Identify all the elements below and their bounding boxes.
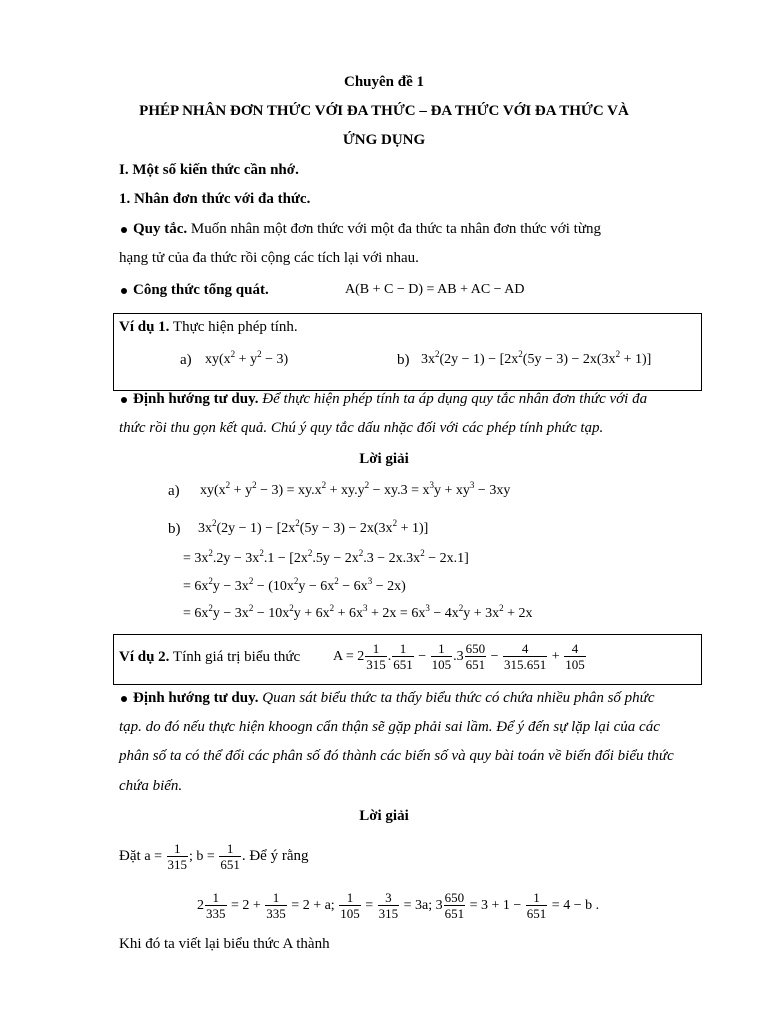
example-1b-expression: $3x^2(2y - 1) - [2x^2(5y - 3) - 2x(3x^2 + 1)]$ bbox=[421, 349, 652, 367]
hint-1-paragraph-cont: thức rồi thu gọn kết quả. Chú ý quy tắc dấu nhặc đối với các phép tính phức tạp. bbox=[119, 420, 604, 436]
solution-1b-step-1: $3x^2(2y - 1) - [2x^2(5y - 3) - 2x(3x^2 + 1)]$ bbox=[198, 518, 429, 536]
hint-2-paragraph: Định hướng tư duy. Quan sát biểu thức ta thấy biểu thức có chứa nhiều phân số phức bbox=[121, 688, 655, 708]
substitution-line: Đặt a = $\frac{1}{315}$ ; b = $\frac{1}{651}$ . Để ý rằng bbox=[119, 841, 309, 873]
example-1a-label: a) bbox=[180, 352, 192, 368]
formula-line: Công thức tổng quát. bbox=[121, 280, 269, 300]
bullet-icon bbox=[121, 696, 127, 702]
example-2-header: Ví dụ 2. Tính giá trị biểu thức bbox=[119, 649, 301, 665]
example-2-expression: A = 2 $\frac{1}{315}$ . $\frac{1}{651}$ − $\frac{1}{105}$ .3 $\frac{650}{651}$ − $\frac{4}{315.651}$ + $\frac{4}{105}$ bbox=[333, 641, 585, 673]
example-1b-label: b) bbox=[397, 352, 410, 368]
title-line-2: ỨNG DỤNG bbox=[342, 132, 426, 148]
solution-1b-step-3: = $6x^2y - 3x^2 - (10x^2y - 6x^2 - 6x^3 - 2x)$ bbox=[183, 576, 406, 594]
rule-paragraph-cont: hạng tử của đa thức rồi cộng các tích lại với nhau. bbox=[119, 250, 419, 266]
solution-1b-step-4: = $6x^2y - 3x^2 - 10x^2y + 6x^2 + 6x^3 + 2x = 6x^3 - 4x^2y + 3x^2 + 2x$ bbox=[183, 603, 533, 621]
example-1a-expression: $xy(x^2 + y^2 - 3)$ bbox=[205, 349, 289, 367]
solution-1b-step-2: = $3x^2.2y - 3x^2.1 - [2x^2.5y - 2x^2.3 - 2x.3x^2 - 2x.1]$ bbox=[183, 548, 469, 566]
chapter-heading: Chuyên đề 1 bbox=[343, 74, 425, 90]
example-1-header: Ví dụ 1. Thực hiện phép tính. bbox=[119, 319, 298, 335]
solution-1a-expression: $xy(x^2 + y^2 - 3) = xy.x^2 + xy.y^2 - xy.3 = x^3y + xy^3 - 3xy$ bbox=[200, 480, 511, 498]
subsection-heading: 1. Nhân đơn thức với đa thức. bbox=[119, 191, 311, 207]
title-line-1: PHÉP NHÂN ĐƠN THỨC VỚI ĐA THỨC – ĐA THỨC VỚI ĐA THỨC VÀ bbox=[139, 103, 629, 119]
hint-2-paragraph-cont-2: phân số ta có thể đổi các phân số đó thành các biến số và quy bài toán về biến đổi biểu thức bbox=[119, 748, 674, 764]
hint-2-paragraph-cont-1: tạp. do đó nếu thực hiện khoogn cẩn thận sẽ gặp phải sai lầm. Để ý đến sự lặp lại của các bbox=[119, 719, 660, 735]
section-heading: I. Một số kiến thức cần nhớ. bbox=[119, 162, 299, 178]
rule-paragraph: Quy tắc. Muốn nhân một đơn thức với một đa thức ta nhân đơn thức với từng bbox=[121, 219, 601, 239]
substitution-identities: 2 $\frac{1}{335}$ = 2 + $\frac{1}{335}$ = 2 + a; $\frac{1}{105}$ = $\frac{3}{315}$ = 3a; 3 $\frac{650}{651}$ = 3 + 1 − $\frac{1}{651}$ = 4 − b . bbox=[197, 890, 600, 922]
general-formula: A(B + C − D) = AB + AC − AD bbox=[345, 282, 525, 297]
solution-heading: Lời giải bbox=[359, 451, 409, 467]
bullet-icon bbox=[121, 227, 127, 233]
solution-1a-label: a) bbox=[168, 483, 180, 499]
bullet-icon bbox=[121, 397, 127, 403]
solution-2-heading: Lời giải bbox=[359, 808, 409, 824]
hint-2-paragraph-cont-3: chứa biến. bbox=[119, 778, 183, 794]
bullet-icon bbox=[121, 288, 127, 294]
closing-sentence: Khi đó ta viết lại biểu thức A thành bbox=[119, 936, 330, 952]
hint-1-paragraph: Định hướng tư duy. Để thực hiện phép tính ta áp dụng quy tắc nhân đơn thức với đa bbox=[121, 389, 647, 409]
solution-1b-label: b) bbox=[168, 521, 181, 537]
